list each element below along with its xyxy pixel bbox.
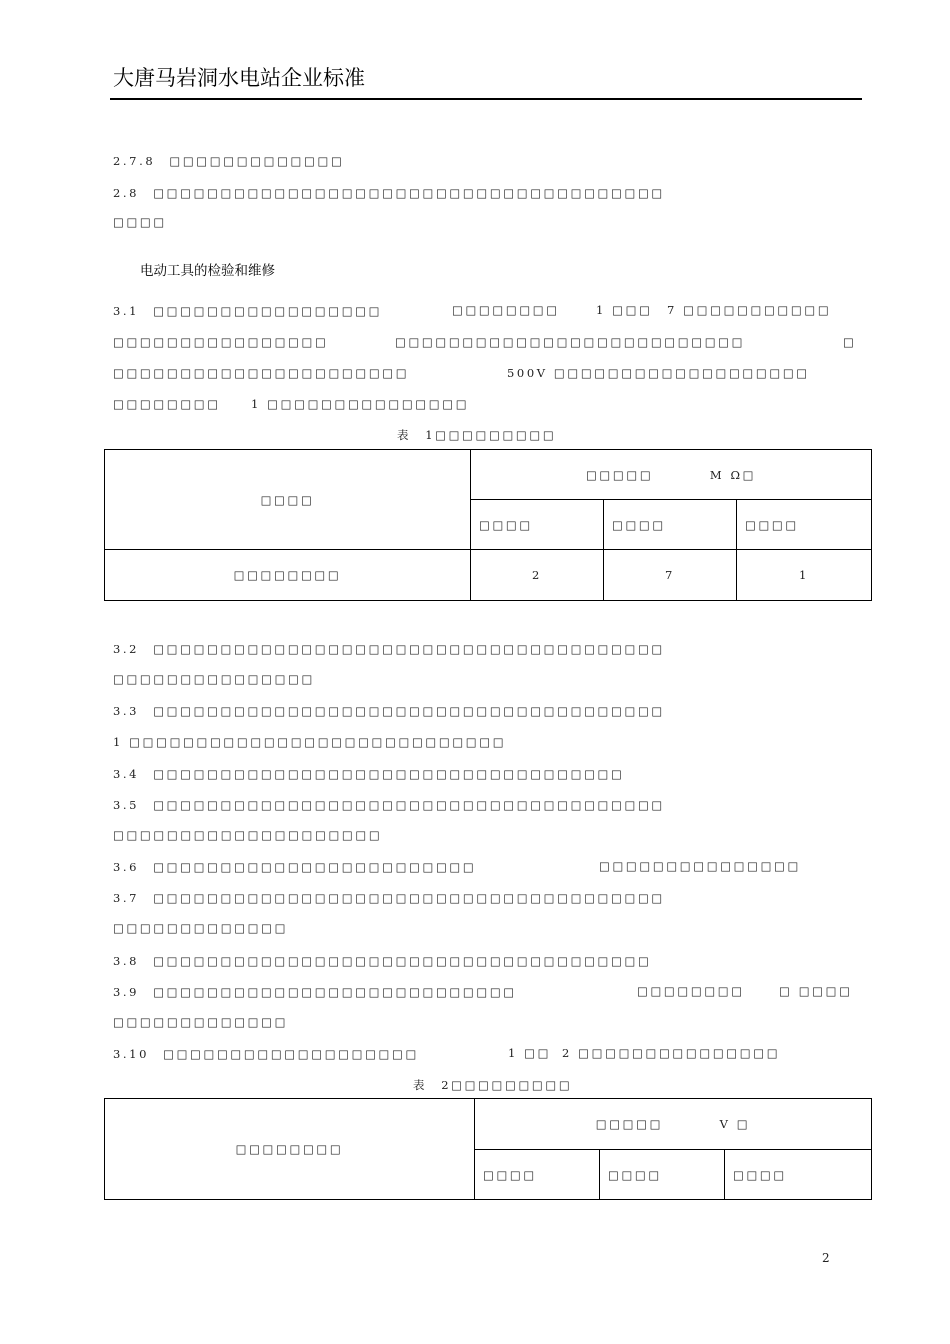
table1-group-header-b: M Ω□ bbox=[709, 467, 757, 482]
clause-3-1-line1d: 7 □□□□□□□□□□□ bbox=[667, 303, 832, 317]
clause-3-8: 3.8 □□□□□□□□□□□□□□□□□□□□□□□□□□□□□□□□□□□□□ bbox=[113, 954, 652, 968]
section-title: 电动工具的检验和维修 bbox=[140, 263, 275, 279]
clause-2-7-8: 2.7.8 □□□□□□□□□□□□□ bbox=[113, 154, 345, 168]
table1-col-b: □□□□ bbox=[604, 500, 737, 550]
clause-3-1-line4b: 1 □□□□□□□□□□□□□□□ bbox=[251, 397, 470, 411]
document-title: 大唐马岩洞水电站企业标准 bbox=[113, 66, 365, 90]
table2-row-header: □□□□□□□□ bbox=[105, 1099, 475, 1200]
table1-group-header-a: □□□□□ bbox=[585, 467, 654, 482]
clause-3-1-line1a: 3.1 □□□□□□□□□□□□□□□□□ bbox=[113, 304, 383, 318]
clause-3-1-line3b: 500V □□□□□□□□□□□□□□□□□□□ bbox=[507, 366, 810, 380]
clause-3-9-mid: □□□□□□□□ bbox=[637, 984, 745, 998]
clause-3-5-cont: □□□□□□□□□□□□□□□□□□□□ bbox=[113, 828, 383, 842]
clause-3-1-line3a: □□□□□□□□□□□□□□□□□□□□□□ bbox=[113, 366, 410, 380]
table2-group-header-a: □□□□□ bbox=[595, 1117, 664, 1131]
clause-3-2: 3.2 □□□□□□□□□□□□□□□□□□□□□□□□□□□□□□□□□□□□□□ bbox=[113, 642, 665, 656]
clause-3-3: 3.3 □□□□□□□□□□□□□□□□□□□□□□□□□□□□□□□□□□□□□□ bbox=[113, 704, 665, 718]
clause-3-9: 3.9 □□□□□□□□□□□□□□□□□□□□□□□□□□□ bbox=[113, 985, 517, 999]
clause-3-7-cont: □□□□□□□□□□□□□ bbox=[113, 921, 289, 935]
clause-3-1-line1b: □□□□□□□□ bbox=[452, 303, 560, 317]
clause-3-7: 3.7 □□□□□□□□□□□□□□□□□□□□□□□□□□□□□□□□□□□□□□ bbox=[113, 891, 665, 905]
clause-3-10-tail: 2 □□□□□□□□□□□□□□□ bbox=[562, 1046, 781, 1060]
clause-3-1-line1c: 1 □□□ bbox=[596, 303, 653, 317]
table2-group-header bbox=[475, 1099, 872, 1150]
table2-col-c: □□□□ bbox=[725, 1150, 872, 1200]
table2-col-a: □□□□ bbox=[475, 1150, 600, 1200]
table1-col-c: □□□□ bbox=[737, 500, 872, 550]
clause-3-10: 3.10 □□□□□□□□□□□□□□□□□□□ bbox=[113, 1047, 419, 1061]
clause-3-1-line4a: □□□□□□□□ bbox=[113, 397, 221, 411]
clause-3-3-cont: 1 □□□□□□□□□□□□□□□□□□□□□□□□□□□□ bbox=[113, 735, 507, 749]
table1-value-a: 2 bbox=[471, 550, 604, 601]
table1-row-label: □□□□□□□□ bbox=[105, 550, 471, 601]
clause-3-2-cont: □□□□□□□□□□□□□□□ bbox=[113, 672, 315, 686]
clause-3-6-tail: □□□□□□□□□□□□□□□ bbox=[599, 859, 801, 873]
clause-3-9-cont: □□□□□□□□□□□□□ bbox=[113, 1015, 289, 1029]
clause-3-10-mid: 1 □□ bbox=[508, 1046, 552, 1060]
table2-col-b: □□□□ bbox=[600, 1150, 725, 1200]
clause-2-8: 2.8 □□□□□□□□□□□□□□□□□□□□□□□□□□□□□□□□□□□□□□ bbox=[113, 186, 665, 200]
table2-caption: 表 2□□□□□□□□□ bbox=[413, 1078, 573, 1092]
table2 bbox=[104, 1098, 872, 1200]
table1-group-header bbox=[471, 450, 872, 500]
clause-3-1-line2b: □□□□□□□□□□□□□□□□□□□□□□□□□□ bbox=[395, 335, 746, 349]
clause-3-9-tail: □ □□□□ bbox=[779, 984, 853, 998]
clause-3-1-line2c: □ bbox=[843, 335, 857, 349]
table2-group-header-b: V □ bbox=[719, 1117, 751, 1131]
clause-3-4: 3.4 □□□□□□□□□□□□□□□□□□□□□□□□□□□□□□□□□□□ bbox=[113, 767, 625, 781]
header-rule bbox=[110, 98, 862, 100]
table1-value-b: 7 bbox=[604, 550, 737, 601]
table1 bbox=[104, 449, 872, 601]
clause-3-5: 3.5 □□□□□□□□□□□□□□□□□□□□□□□□□□□□□□□□□□□□□□ bbox=[113, 798, 665, 812]
clause-2-8-cont: □□□□ bbox=[113, 215, 167, 229]
table1-row-header: □□□□ bbox=[105, 450, 471, 550]
clause-3-6: 3.6 □□□□□□□□□□□□□□□□□□□□□□□□ bbox=[113, 860, 477, 874]
table1-value-c: 1 bbox=[737, 550, 872, 601]
clause-3-1-line2a: □□□□□□□□□□□□□□□□ bbox=[113, 335, 329, 349]
page-number: 2 bbox=[822, 1251, 830, 1265]
table1-caption: 表 1□□□□□□□□□ bbox=[397, 428, 557, 442]
table1-col-a: □□□□ bbox=[471, 500, 604, 550]
